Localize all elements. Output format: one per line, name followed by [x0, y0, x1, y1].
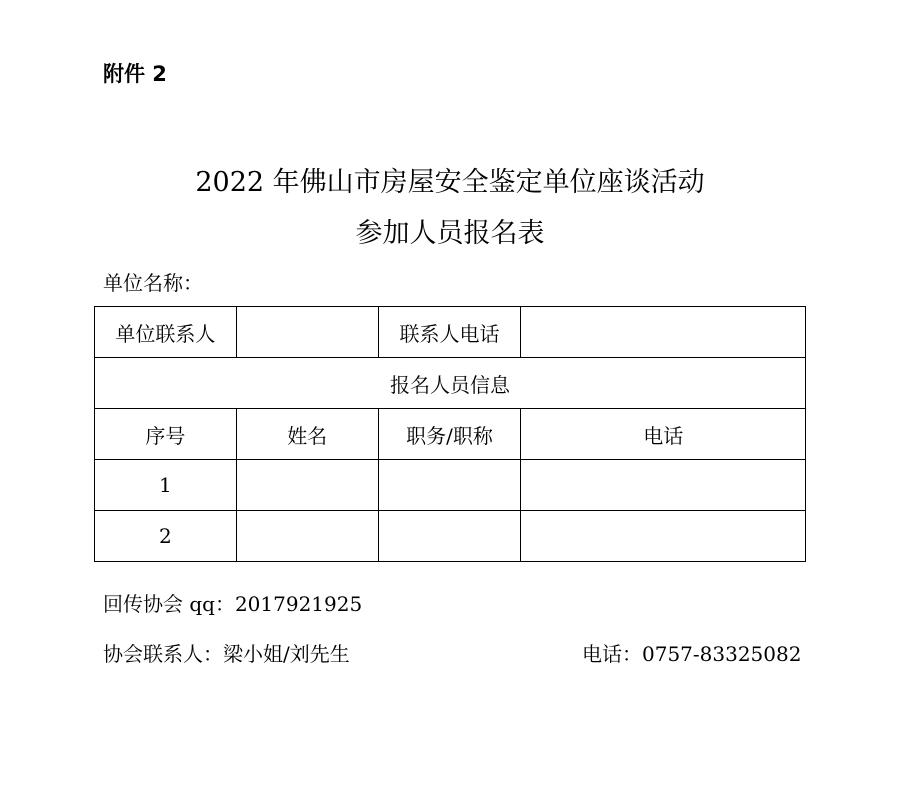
contact-phone-label-cell: 联系人电话: [378, 307, 521, 358]
association-contact-text: 协会联系人：梁小姐/刘先生: [103, 642, 350, 666]
section-header-cell: 报名人员信息: [95, 358, 806, 409]
attachment-label: 附件 2: [103, 62, 167, 86]
column-header-position: 职务/职称: [378, 409, 521, 460]
return-qq-text: 回传协会 qq：2017921925: [103, 592, 363, 616]
contact-label-cell: 单位联系人: [95, 307, 237, 358]
column-header-phone: 电话: [521, 409, 806, 460]
unit-name-label: 单位名称：: [103, 271, 203, 295]
table-row: [95, 460, 806, 511]
registration-table: [94, 306, 806, 562]
form-title-line2: 参加人员报名表: [355, 218, 545, 249]
column-header-name: 姓名: [236, 409, 378, 460]
column-header-row: [95, 409, 806, 460]
position-cell[interactable]: [378, 460, 521, 511]
phone-cell[interactable]: [521, 460, 806, 511]
table-row: [95, 511, 806, 562]
name-cell[interactable]: [236, 460, 378, 511]
form-title-line1: 2022 年佛山市房屋安全鉴定单位座谈活动: [195, 167, 705, 198]
section-header-row: [95, 358, 806, 409]
phone-cell[interactable]: [521, 511, 806, 562]
position-cell[interactable]: [378, 511, 521, 562]
row-number-cell: 2: [95, 511, 237, 562]
contact-phone-value-cell[interactable]: [521, 307, 806, 358]
association-phone-text: 电话：0757-83325082: [582, 642, 802, 666]
row-number-cell: 1: [95, 460, 237, 511]
column-header-no: 序号: [95, 409, 237, 460]
name-cell[interactable]: [236, 511, 378, 562]
contact-value-cell[interactable]: [236, 307, 378, 358]
contact-row: [95, 307, 806, 358]
